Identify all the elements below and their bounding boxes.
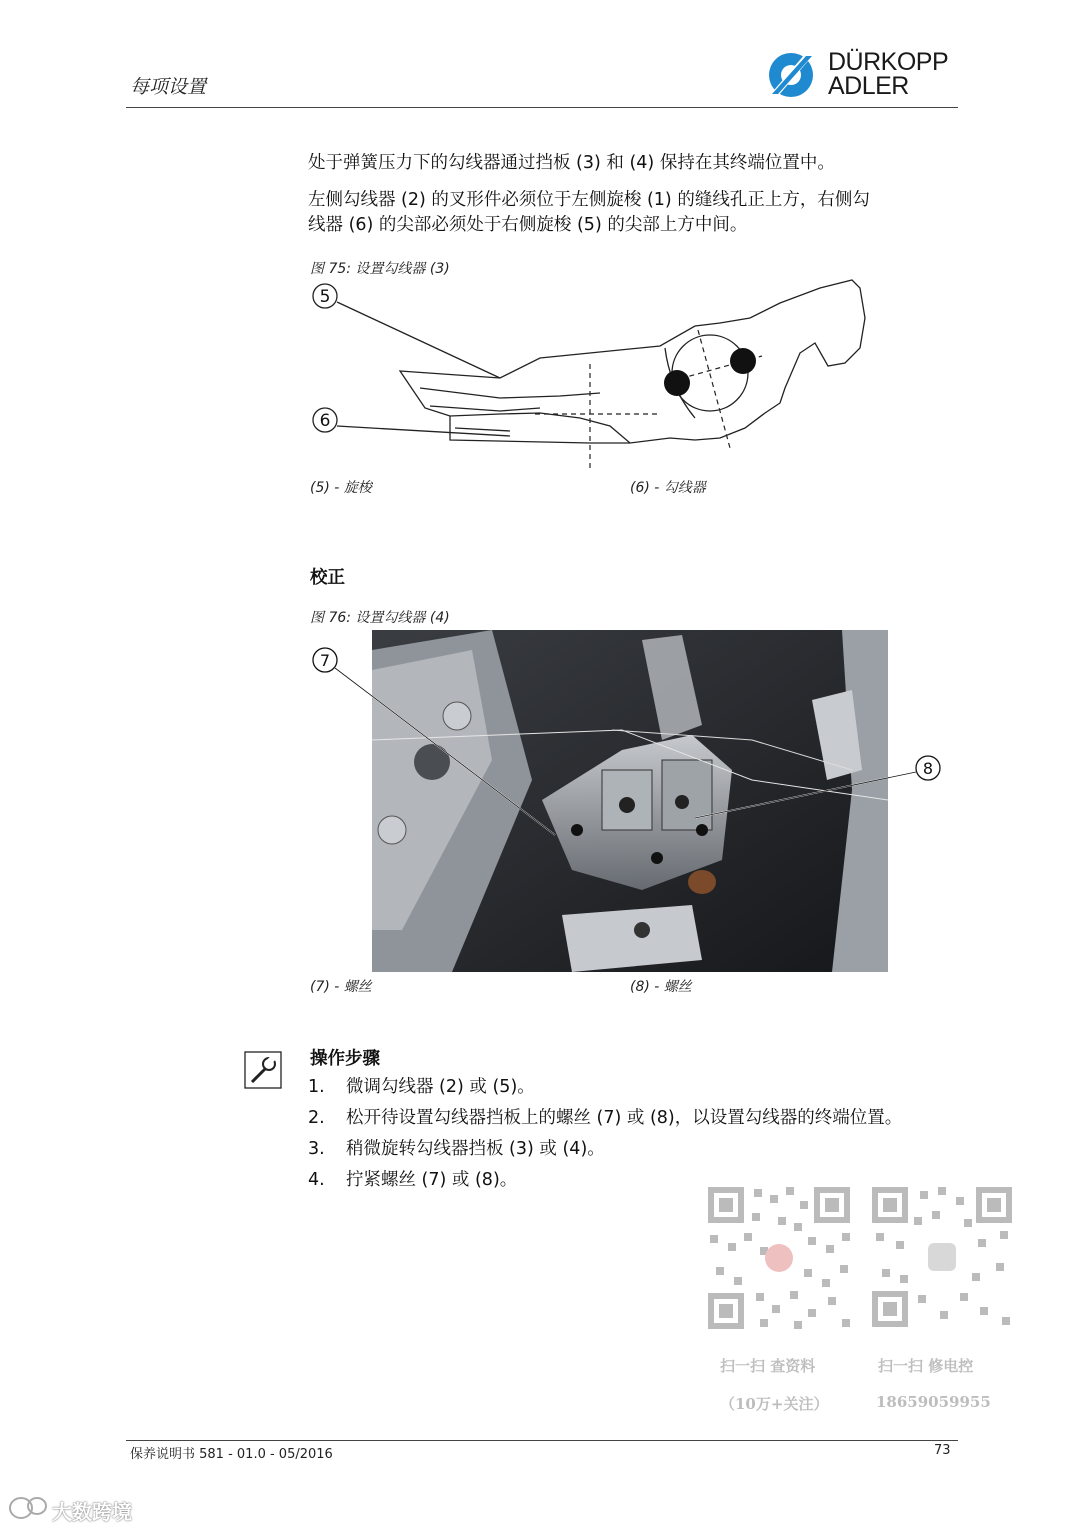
footer-doc-info: 保养说明书 581 - 01.0 - 05/2016 [130, 1447, 333, 1462]
watermark-text: 大数跨境 [52, 1500, 132, 1524]
qr-right-label-2: 18659059955 [876, 1393, 991, 1411]
qr-left-label-2: （10万+关注） [720, 1395, 829, 1413]
figure-76-legend-left: (7) - 螺丝 [310, 979, 372, 995]
qr-code-left-icon [704, 1183, 854, 1333]
intro-paragraph-2a: 左侧勾线器 (2) 的叉形件必须位于左侧旋梭 (1) 的缝线孔正上方，右侧勾 [308, 190, 870, 210]
callout-8-label: 8 [922, 759, 934, 778]
brand-line-1: DÜRKOPP [828, 48, 949, 76]
qr-left-label-1: 扫一扫 查资料 [720, 1357, 816, 1375]
footer-divider [126, 1440, 958, 1441]
figure-76-legend-right: (8) - 螺丝 [630, 979, 692, 995]
section-heading: 校正 [310, 568, 345, 588]
procedure-step: 1. 微调勾线器 (2) 或 (5)。 [308, 1077, 535, 1097]
intro-paragraph-1: 处于弹簧压力下的勾线器通过挡板 (3) 和 (4) 保持在其终端位置中。 [308, 153, 835, 173]
callout-6-label: 6 [319, 411, 331, 431]
qr-right-label-1: 扫一扫 修电控 [878, 1357, 974, 1375]
watermark-logo-icon [8, 1494, 50, 1520]
procedure-step: 4. 拧紧螺丝 (7) 或 (8)。 [308, 1170, 518, 1190]
callout-5-label: 5 [319, 287, 331, 307]
brand-wordmark [828, 50, 948, 98]
intro-paragraph-2b: 线器 (6) 的尖部必须处于右侧旋梭 (5) 的尖部上方中间。 [308, 215, 748, 235]
procedure-step: 2. 松开待设置勾线器挡板上的螺丝 (7) 或 (8)，以设置勾线器的终端位置。 [308, 1108, 903, 1128]
looper-diagram [300, 278, 880, 478]
page-number: 73 [934, 1443, 951, 1458]
procedure-step: 3. 稍微旋转勾线器挡板 (3) 或 (4)。 [308, 1139, 605, 1159]
brand-line-2: ADLER [828, 72, 909, 100]
figure-75-legend-left: (5) - 旋梭 [310, 480, 372, 496]
section-title: 每项设置 [130, 76, 207, 98]
callout-7-label: 7 [319, 651, 331, 670]
procedure-heading: 操作步骤 [310, 1049, 380, 1069]
brand-logo-icon [762, 50, 824, 100]
figure-76-callouts [300, 640, 960, 850]
wrench-icon [244, 1051, 282, 1089]
figure-76-caption: 图 76: 设置勾线器 (4) [310, 610, 450, 626]
qr-code-right-icon [868, 1183, 1016, 1331]
figure-75-caption: 图 75: 设置勾线器 (3) [310, 261, 450, 277]
procedure-steps [308, 1072, 902, 1196]
figure-75-legend-right: (6) - 勾线器 [630, 480, 706, 496]
header-divider [126, 107, 958, 108]
